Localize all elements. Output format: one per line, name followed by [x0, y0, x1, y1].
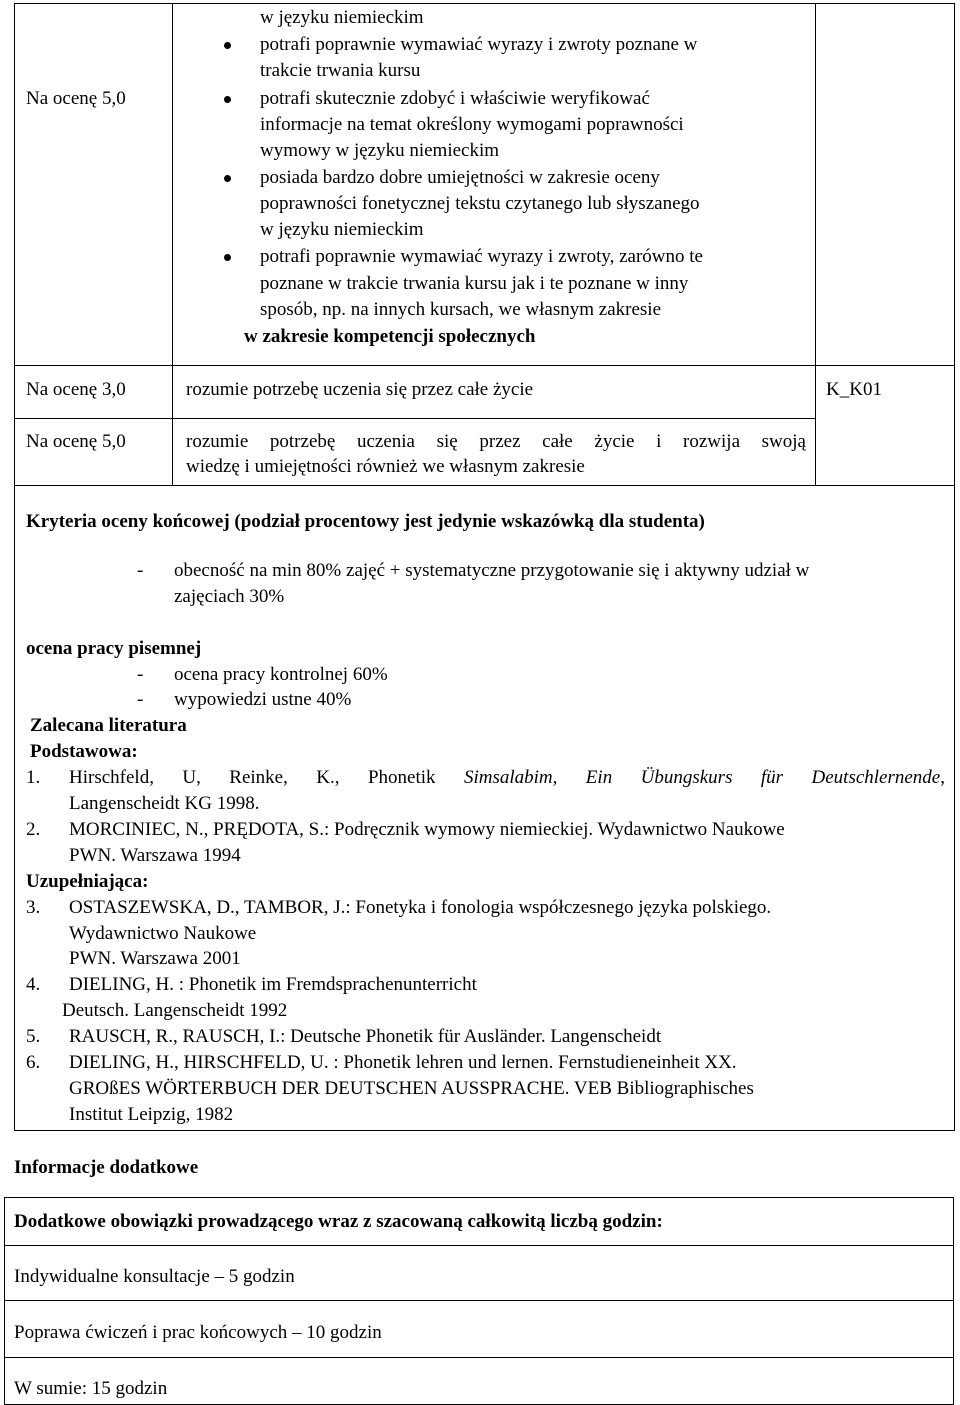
literature-item: Institut Leipzig, 1982: [69, 1104, 234, 1125]
table-border: [953, 1197, 954, 1405]
table-border: [954, 3, 955, 365]
duties-heading: Dodatkowe obowiązki prowadzącego wraz z szacowaną całkowitą liczbą godzin:: [14, 1211, 663, 1232]
skill-line: informacje na temat określony wymogami poprawności: [260, 114, 684, 135]
section-heading: w zakresie kompetencji społecznych: [244, 326, 536, 347]
outcome-text: wiedzę i umiejętności również we własnym zakresie: [186, 456, 585, 477]
literature-item: GROßES WÖRTERBUCH DER DEUTSCHEN AUSSPRACHE. VEB Bibliographisches: [69, 1078, 754, 1099]
dash: -: [137, 689, 144, 710]
literature-item: PWN. Warszawa 1994: [69, 845, 241, 866]
table-border: [172, 3, 173, 365]
skill-line: wymowy w języku niemieckim: [260, 140, 500, 161]
table-border: [954, 485, 955, 1131]
list-number: 1.: [26, 767, 41, 788]
skill-line: trakcie trwania kursu: [260, 60, 421, 81]
criteria-item: zajęciach 30%: [174, 586, 285, 607]
outcome-text: [186, 429, 806, 455]
skill-line: poznane w trakcie trwania kursu jak i te poznane w inny: [260, 273, 689, 294]
literature-item: PWN. Warszawa 2001: [69, 948, 241, 969]
grade-label: Na ocenę 3,0: [26, 379, 126, 400]
skill-line: potrafi poprawnie wymawiać wyrazy i zwroty, zarówno te: [260, 246, 703, 267]
literature-item: Langenscheidt KG 1998.: [69, 793, 260, 814]
skill-line: w języku niemieckim: [260, 7, 424, 28]
outcome-text-line: rozumie potrzebę uczenia się przez całe życie i rozwija swoją: [186, 431, 806, 452]
written-item: wypowiedzi ustne 40%: [174, 689, 352, 710]
table-border: [14, 418, 816, 419]
table-border: [14, 1130, 955, 1131]
list-number: 3.: [26, 897, 41, 918]
table-border: [4, 1357, 954, 1358]
skill-line: sposób, np. na innych kursach, we własnym zakresie: [260, 299, 662, 320]
literature-item: RAUSCH, R., RAUSCH, I.: Deutsche Phonetik für Ausländer. Langenscheidt: [69, 1026, 662, 1047]
grade-label: Na ocenę 5,0: [26, 431, 126, 452]
table-border: [14, 365, 955, 366]
literature-line: [69, 765, 945, 791]
literature-item: [69, 765, 945, 791]
table-border: [4, 1300, 954, 1301]
duty-row: Poprawa ćwiczeń i prac końcowych – 10 godzin: [14, 1322, 382, 1343]
author: Hirschfeld, U, Reinke, K., Phonetik: [69, 767, 464, 788]
literature-item: DIELING, H., HIRSCHFELD, U. : Phonetik lehren und lernen. Fernstudieneinheit XX.: [69, 1052, 737, 1073]
punct: ,: [940, 767, 945, 788]
table-border: [172, 365, 173, 486]
dash: -: [137, 664, 144, 685]
table-border: [14, 485, 15, 1131]
list-number: 6.: [26, 1052, 41, 1073]
table-border: [4, 1197, 954, 1198]
table-border: [14, 365, 15, 486]
literature-item: OSTASZEWSKA, D., TAMBOR, J.: Fonetyka i fonologia współczesnego języka polskiego.: [69, 897, 772, 918]
outcome-text: rozumie potrzebę uczenia się przez całe życie: [186, 379, 534, 400]
list-number: 4.: [26, 974, 41, 995]
grade-label: Na ocenę 5,0: [26, 88, 126, 109]
table-border: [14, 3, 15, 365]
basic-literature-heading: Podstawowa:: [30, 741, 138, 762]
additional-info-heading: Informacje dodatkowe: [14, 1157, 199, 1178]
outcome-code: K_K01: [826, 379, 882, 400]
book-title: Simsalabim, Ein Übungskurs für Deutschlernende: [463, 767, 941, 788]
skill-line: w języku niemieckim: [260, 219, 424, 240]
dash: -: [137, 560, 144, 581]
table-border: [954, 365, 955, 486]
written-heading: ocena pracy pisemnej: [26, 638, 202, 659]
skill-line: poprawności fonetycznej tekstu czytanego lub słyszanego: [260, 193, 700, 214]
criteria-item: obecność na min 80% zajęć + systematyczne przygotowanie się i aktywny udział w: [174, 560, 810, 581]
skill-line: posiada bardzo dobre umiejętności w zakresie oceny: [260, 167, 660, 188]
list-number: 2.: [26, 819, 41, 840]
bullet-icon: [224, 96, 231, 103]
list-number: 5.: [26, 1026, 41, 1047]
bullet-icon: [224, 42, 231, 49]
skill-line: potrafi skutecznie zdobyć i właściwie weryfikować: [260, 88, 650, 109]
table-border: [14, 485, 955, 486]
skill-line: potrafi poprawnie wymawiać wyrazy i zwroty poznane w: [260, 34, 698, 55]
table-border: [4, 1197, 5, 1405]
duty-row: Indywidualne konsultacje – 5 godzin: [14, 1266, 295, 1287]
bullet-icon: [224, 175, 231, 182]
supplementary-literature-heading: Uzupełniająca:: [26, 871, 149, 892]
criteria-heading: Kryteria oceny końcowej (podział procentowy jest jedynie wskazówką dla studenta): [26, 511, 705, 532]
table-border: [815, 365, 816, 486]
literature-item: Wydawnictwo Naukowe: [69, 923, 257, 944]
total-row: W sumie: 15 godzin: [14, 1378, 168, 1399]
written-item: ocena pracy kontrolnej 60%: [174, 664, 388, 685]
bullet-icon: [224, 254, 231, 261]
table-border: [14, 3, 954, 4]
table-border: [4, 1245, 954, 1246]
literature-item: Deutsch. Langenscheidt 1992: [62, 1000, 288, 1021]
literature-heading: Zalecana literatura: [30, 715, 187, 736]
literature-item: DIELING, H. : Phonetik im Fremdsprachenunterricht: [69, 974, 477, 995]
literature-item: MORCINIEC, N., PRĘDOTA, S.: Podręcznik wymowy niemieckiej. Wydawnictwo Naukowe: [69, 819, 785, 840]
table-border: [815, 3, 816, 365]
